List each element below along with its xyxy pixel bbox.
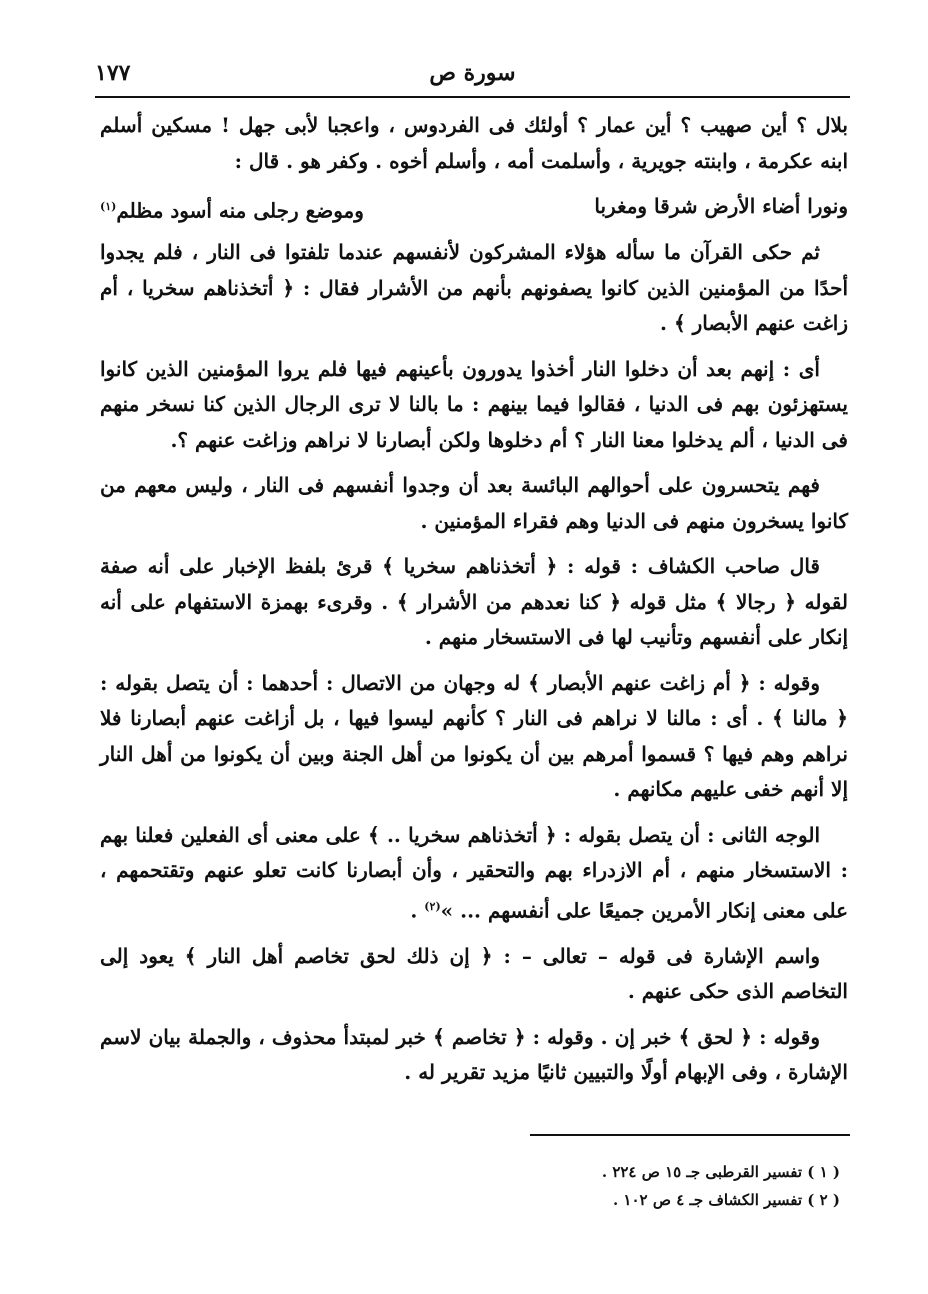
- paragraph-7-text: الوجه الثانى : أن يتصل بقوله : ﴿ أتخذناهم سخريا .. ﴾ على معنى أى الفعلين فعلنا بهم : الاستسخار منهم ، أم الازدراء بهم والتحقير ، وأن أبصارنا كانت تعلو عنهم وتقتحمهم ، على معنى إنكار الأمرين جميعًا على أنفسهم ... »: [100, 822, 848, 923]
- footnote-ref-1[interactable]: (١): [100, 200, 117, 213]
- verse-second-hemistich: [100, 189, 364, 229]
- paragraph-7: [100, 818, 848, 929]
- paragraph-6: وقوله : ﴿ أم زاغت عنهم الأبصار ﴾ له وجهان من الاتصال : أحدهما : أن يتصل بقوله : ﴿ مالنا ﴾ . أى : مالنا لا نراهم فى النار ؟ كأنهم ليسوا فيها ، بل أزاغت عنهم أبصارنا فلا نراهم وهم فيها ؟ قسموا أمرهم بين أن يكونوا من أهل الجنة وبين أن يكونوا من أهل النار إلا أنهم خفى عليهم مكانهم .: [100, 670, 848, 801]
- poetry-verse: [100, 189, 848, 225]
- main-text: [100, 108, 848, 1101]
- chapter-title: سورة ص: [429, 60, 516, 86]
- paragraph-9: وقوله : ﴿ لحق ﴾ خبر إن . وقوله : ﴿ تخاصم ﴾ خبر لمبتدأ محذوف ، والجملة بيان لاسم الإشارة ، وفى الإبهام أولًا والتبيين ثانيًا مزيد تقرير له .: [100, 1024, 848, 1085]
- header-rule: [95, 96, 850, 98]
- paragraph-3: أى : إنهم بعد أن دخلوا النار أخذوا يدورون بأعينهم فيها فلم يروا المؤمنين الذين كانوا يستهزئون بهم فى الدنيا ، فقالوا فيما بينهم : ما بالنا لا ترى الرجال الذين كنا نسخر منهم فى الدنيا ، ألم يدخلوا معنا النار ؟ أم دخلوها ولكن أبصارنا لا نراهم وزاغت عنهم ؟.: [100, 356, 848, 452]
- paragraph-7-end: .: [410, 898, 425, 923]
- paragraph-4: فهم يتحسرون على أحوالهم البائسة بعد أن وجدوا أنفسهم فى النار ، وليس معهم من كانوا يسخرون منهم فى الدنيا وهم فقراء المؤمنين .: [100, 473, 848, 533]
- page-header: [95, 56, 850, 92]
- page-number: ١٧٧: [95, 60, 131, 86]
- footnote-rule: [530, 1134, 850, 1136]
- footnote-1: ( ١ ) تفسير القرطبى جـ ١٥ ص ٢٢٤ .: [601, 1163, 840, 1181]
- paragraph-1: بلال ؟ أين صهيب ؟ أين عمار ؟ أولئك فى الفردوس ، واعجبا لأبى جهل ! مسكين أسلم ابنه عكرمة ، وابنته جويرية ، وأسلمت أمه ، وأسلم أخوه . وكفر هو . قال :: [100, 113, 848, 173]
- paragraph-2: ثم حكى القرآن ما سأله هؤلاء المشركون لأنفسهم عندما تلفتوا فى النار ، فلم يجدوا أحدًا من المؤمنين الذين كانوا يصفونهم بأنهم من الأشرار فقال : ﴿ أتخذناهم سخريا ، أم زاغت عنهم الأبصار ﴾ .: [100, 240, 848, 335]
- footnotes: [95, 1158, 840, 1214]
- verse-second-text: وموضع رجلى منه أسود مظلم: [116, 198, 364, 223]
- paragraph-8: واسم الإشارة فى قوله – تعالى – : ﴿ إن ذلك لحق تخاصم أهل النار ﴾ يعود إلى التخاصم الذى حكى عنهم .: [100, 943, 848, 1004]
- footnote-2: ( ٢ ) تفسير الكشاف جـ ٤ ص ١٠٢ .: [612, 1191, 840, 1209]
- verse-first-hemistich: ونورا أضاء الأرض شرقا ومغربا: [594, 194, 848, 218]
- paragraph-5: قال صاحب الكشاف : قوله : ﴿ أتخذناهم سخريا ﴾ قرئ بلفظ الإخبار على أنه صفة لقوله ﴿ رجالا ﴾ مثل قوله ﴿ كنا نعدهم من الأشرار ﴾ . وقرىء بهمزة الاستفهام على أنه إنكار على أنفسهم وتأنيب لها فى الاستسخار منهم .: [100, 554, 848, 649]
- footnote-ref-2[interactable]: (٢): [424, 899, 441, 913]
